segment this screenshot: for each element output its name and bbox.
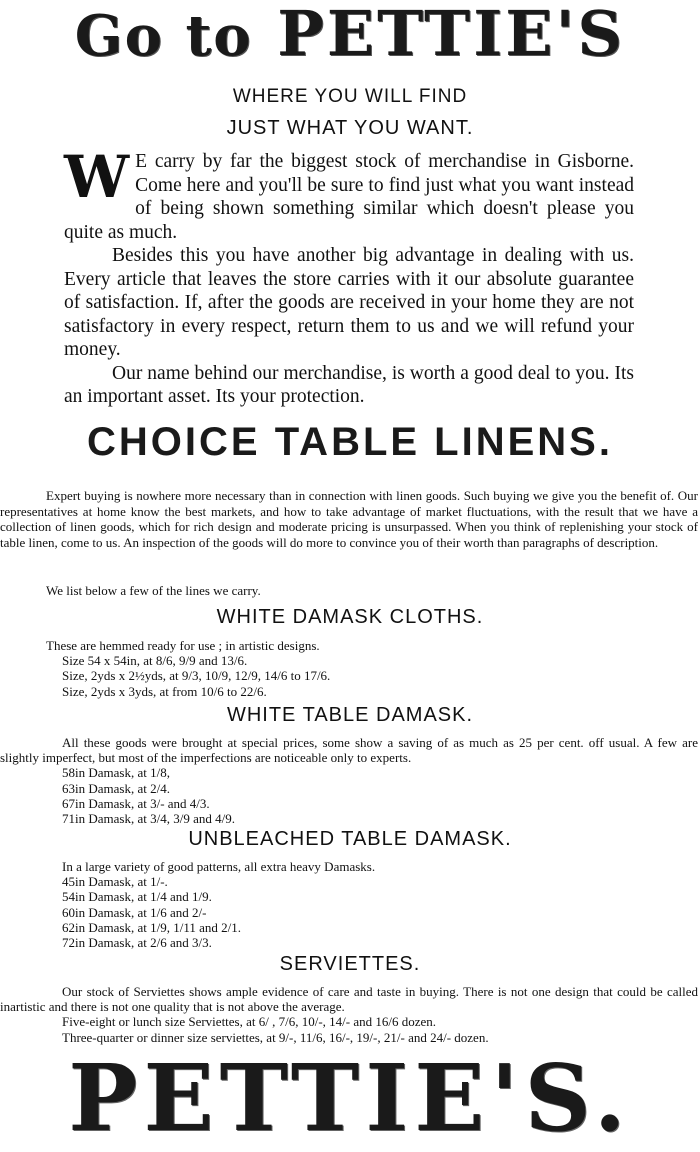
tagline-line-1: WHERE YOU WILL FIND (232, 86, 468, 107)
intro-copy (64, 143, 634, 409)
unbleached-table-damask-lead: In a large variety of good patterns, all extra heavy Damasks. (62, 859, 376, 874)
list-item: 63in Damask, at 2/4. (62, 780, 170, 796)
list-item: 72in Damask, at 2/6 and 3/3. (62, 935, 212, 951)
intro-paragraph-2: Besides this you have another big advantage in dealing with us. Every article that leaves the store carries with it our absolute guarantee of satisfaction. If, after the goods are received in your home they are not satisfactory in every respect, return them to us and we will refund your money. (64, 245, 634, 360)
footer-brand: PETTIE'S. (68, 1044, 632, 1152)
list-item: 54in Damask, at 1/4 and 1/9. (62, 889, 212, 905)
intro-paragraph-1 (64, 143, 634, 244)
masthead-go-to: Go to (74, 3, 253, 69)
list-item: 62in Damask, at 1/9, 1/11 and 2/1. (62, 919, 241, 935)
list-item: 60in Damask, at 1/6 and 2/- (62, 904, 207, 920)
linens-intro-text: Expert buying is nowhere more necessary than in connection with linen goods. Such buying we give you the benefit of. Our representatives at home know the best markets, and how to take advantage of market fluctuations, with the result that we have a collection of linen goods, which for rich design and moderate pricing is unsurpassed. When you think of replenishing your stock of table linen, come to us. An inspection of the goods will do more to convince you of their worth than paragraphs of description. (0, 488, 698, 550)
white-damask-cloths-list (46, 638, 330, 699)
list-item: 58in Damask, at 1/8, (62, 765, 170, 781)
list-item: Five-eight or lunch size Serviettes, at 6/ , 7/6, 10/-, 14/- and 16/6 dozen. (62, 1014, 437, 1030)
list-item: Three-quarter or dinner size serviettes, at 9/-, 11/6, 16/-, 19/-, 21/- and 24/- dozen. (62, 1029, 489, 1045)
masthead-brand: PETTIE'S (277, 0, 626, 70)
intro-paragraph-1-text: E carry by far the biggest stock of merchandise in Gisborne. Come here and you'll be sure to find just what you want instead of being shown something similar which doesn't please you quite as much. (64, 151, 634, 243)
unbleached-table-damask-list (62, 859, 375, 950)
white-table-damask-list (0, 735, 698, 826)
drop-cap: W (64, 143, 130, 211)
intro-paragraph-3: Our name behind our merchandise, is worth a good deal to you. Its an important asset. Its your protection. (64, 362, 634, 407)
white-table-damask-lead: All these goods were brought at special prices, some show a saving of as much as 25 per cent. off usual. A few are slightly imperfect, but most of the imperfections are noticeable only to experts. (0, 735, 698, 766)
list-item: Size 54 x 54in, at 8/6, 9/9 and 13/6. (62, 653, 248, 669)
section-title: CHOICE TABLE LINENS. (87, 420, 613, 464)
linens-intro (0, 488, 698, 550)
heading-unbleached-table-damask: UNBLEACHED TABLE DAMASK. (188, 828, 512, 850)
list-item: 45in Damask, at 1/-. (62, 874, 168, 890)
list-item: Size, 2yds x 2½yds, at 9/3, 10/9, 12/9, 14/6 to 17/6. (62, 668, 331, 684)
serviettes-lead: Our stock of Serviettes shows ample evidence of care and taste in buying. There is not one design that could be called inartistic and there is not one quality that is not above the average. (0, 984, 698, 1015)
masthead (0, 2, 700, 68)
heading-serviettes: SERVIETTES. (279, 953, 421, 975)
white-damask-cloths-lead: These are hemmed ready for use ; in artistic designs. (46, 638, 320, 653)
list-note: We list below a few of the lines we carry. (46, 583, 261, 598)
heading-white-damask-cloths: WHITE DAMASK CLOTHS. (216, 606, 484, 628)
list-item: 71in Damask, at 3/4, 3/9 and 4/9. (62, 811, 235, 827)
serviettes-list (0, 984, 698, 1045)
tagline-line-2: JUST WHAT YOU WANT. (226, 117, 474, 139)
heading-white-table-damask: WHITE TABLE DAMASK. (226, 704, 474, 726)
list-item: Size, 2yds x 3yds, at from 10/6 to 22/6. (62, 683, 267, 699)
list-item: 67in Damask, at 3/- and 4/3. (62, 795, 210, 811)
